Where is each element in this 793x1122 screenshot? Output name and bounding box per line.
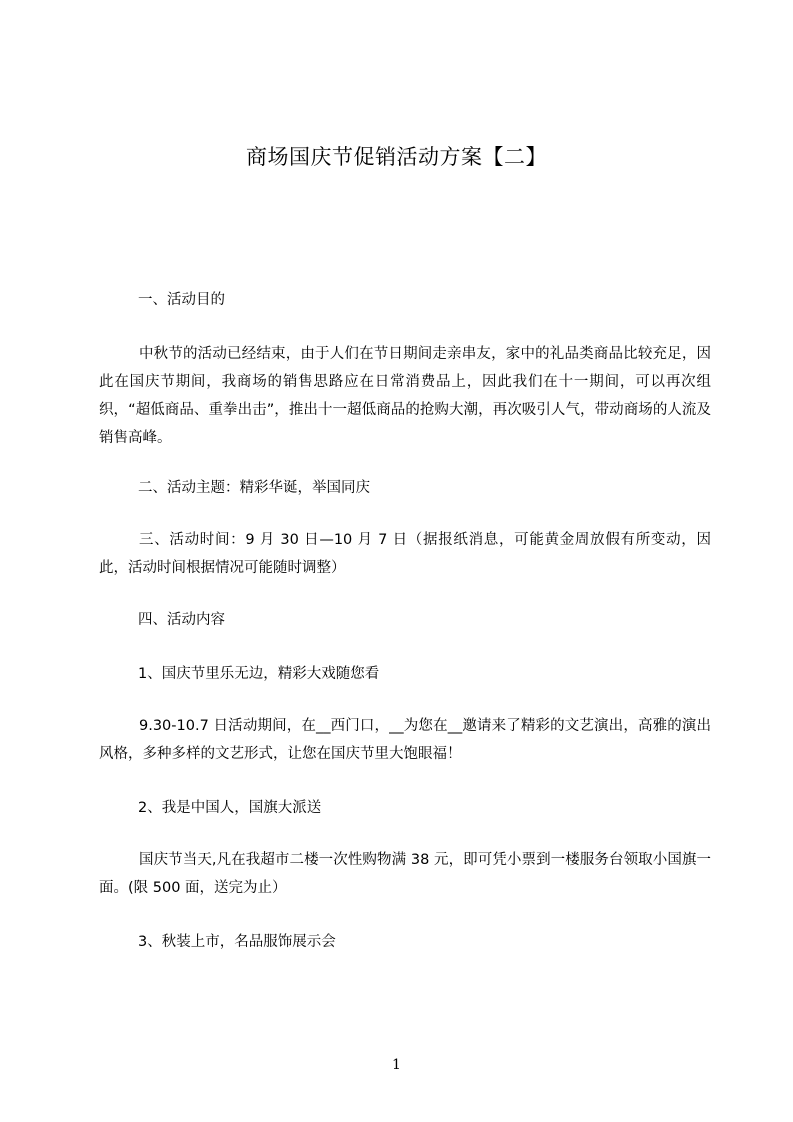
paragraph-flag-giveaway: 国庆节当天,凡在我超市二楼一次性购物满 38 元，即可凭小票到一楼服务台领取小国旗一面。(限 500 面，送完为止） bbox=[99, 852, 711, 896]
paragraph-performance: 9.30-10.7 日活动期间，在__西门口，__为您在__邀请来了精彩的文艺演出，高雅的演出风格，多种多样的文艺形式，让您在国庆节里大饱眼福！ bbox=[99, 718, 711, 762]
document-title: 商场国庆节促销活动方案【二】 bbox=[246, 145, 547, 169]
item-heading-flag-giveaway: 2、我是中国人，国旗大派送 bbox=[138, 800, 322, 816]
section-heading-purpose: 一、活动目的 bbox=[138, 292, 225, 308]
section-heading-theme: 二、活动主题：精彩华诞，举国同庆 bbox=[138, 480, 370, 496]
paragraph-activity-time: 三、活动时间：9 月 30 日—10 月 7 日（据报纸消息，可能黄金周放假有所变动，因此，活动时间根据情况可能随时调整） bbox=[99, 532, 711, 576]
item-heading-fashion-show: 3、秋装上市，名品服饰展示会 bbox=[138, 934, 336, 950]
section-heading-content: 四、活动内容 bbox=[138, 612, 225, 628]
item-heading-performance: 1、国庆节里乐无边，精彩大戏随您看 bbox=[138, 666, 380, 682]
page-number: 1 bbox=[392, 1057, 401, 1073]
paragraph-purpose: 中秋节的活动已经结束，由于人们在节日期间走亲串友，家中的礼品类商品比较充足，因此在国庆节期间，我商场的销售思路应在日常消费品上，因此我们在十一期间，可以再次组织，“超低商品、重拳出击”，推出十一超低商品的抢购大潮，再次吸引人气，带动商场的人流及销售高峰。 bbox=[99, 346, 711, 446]
